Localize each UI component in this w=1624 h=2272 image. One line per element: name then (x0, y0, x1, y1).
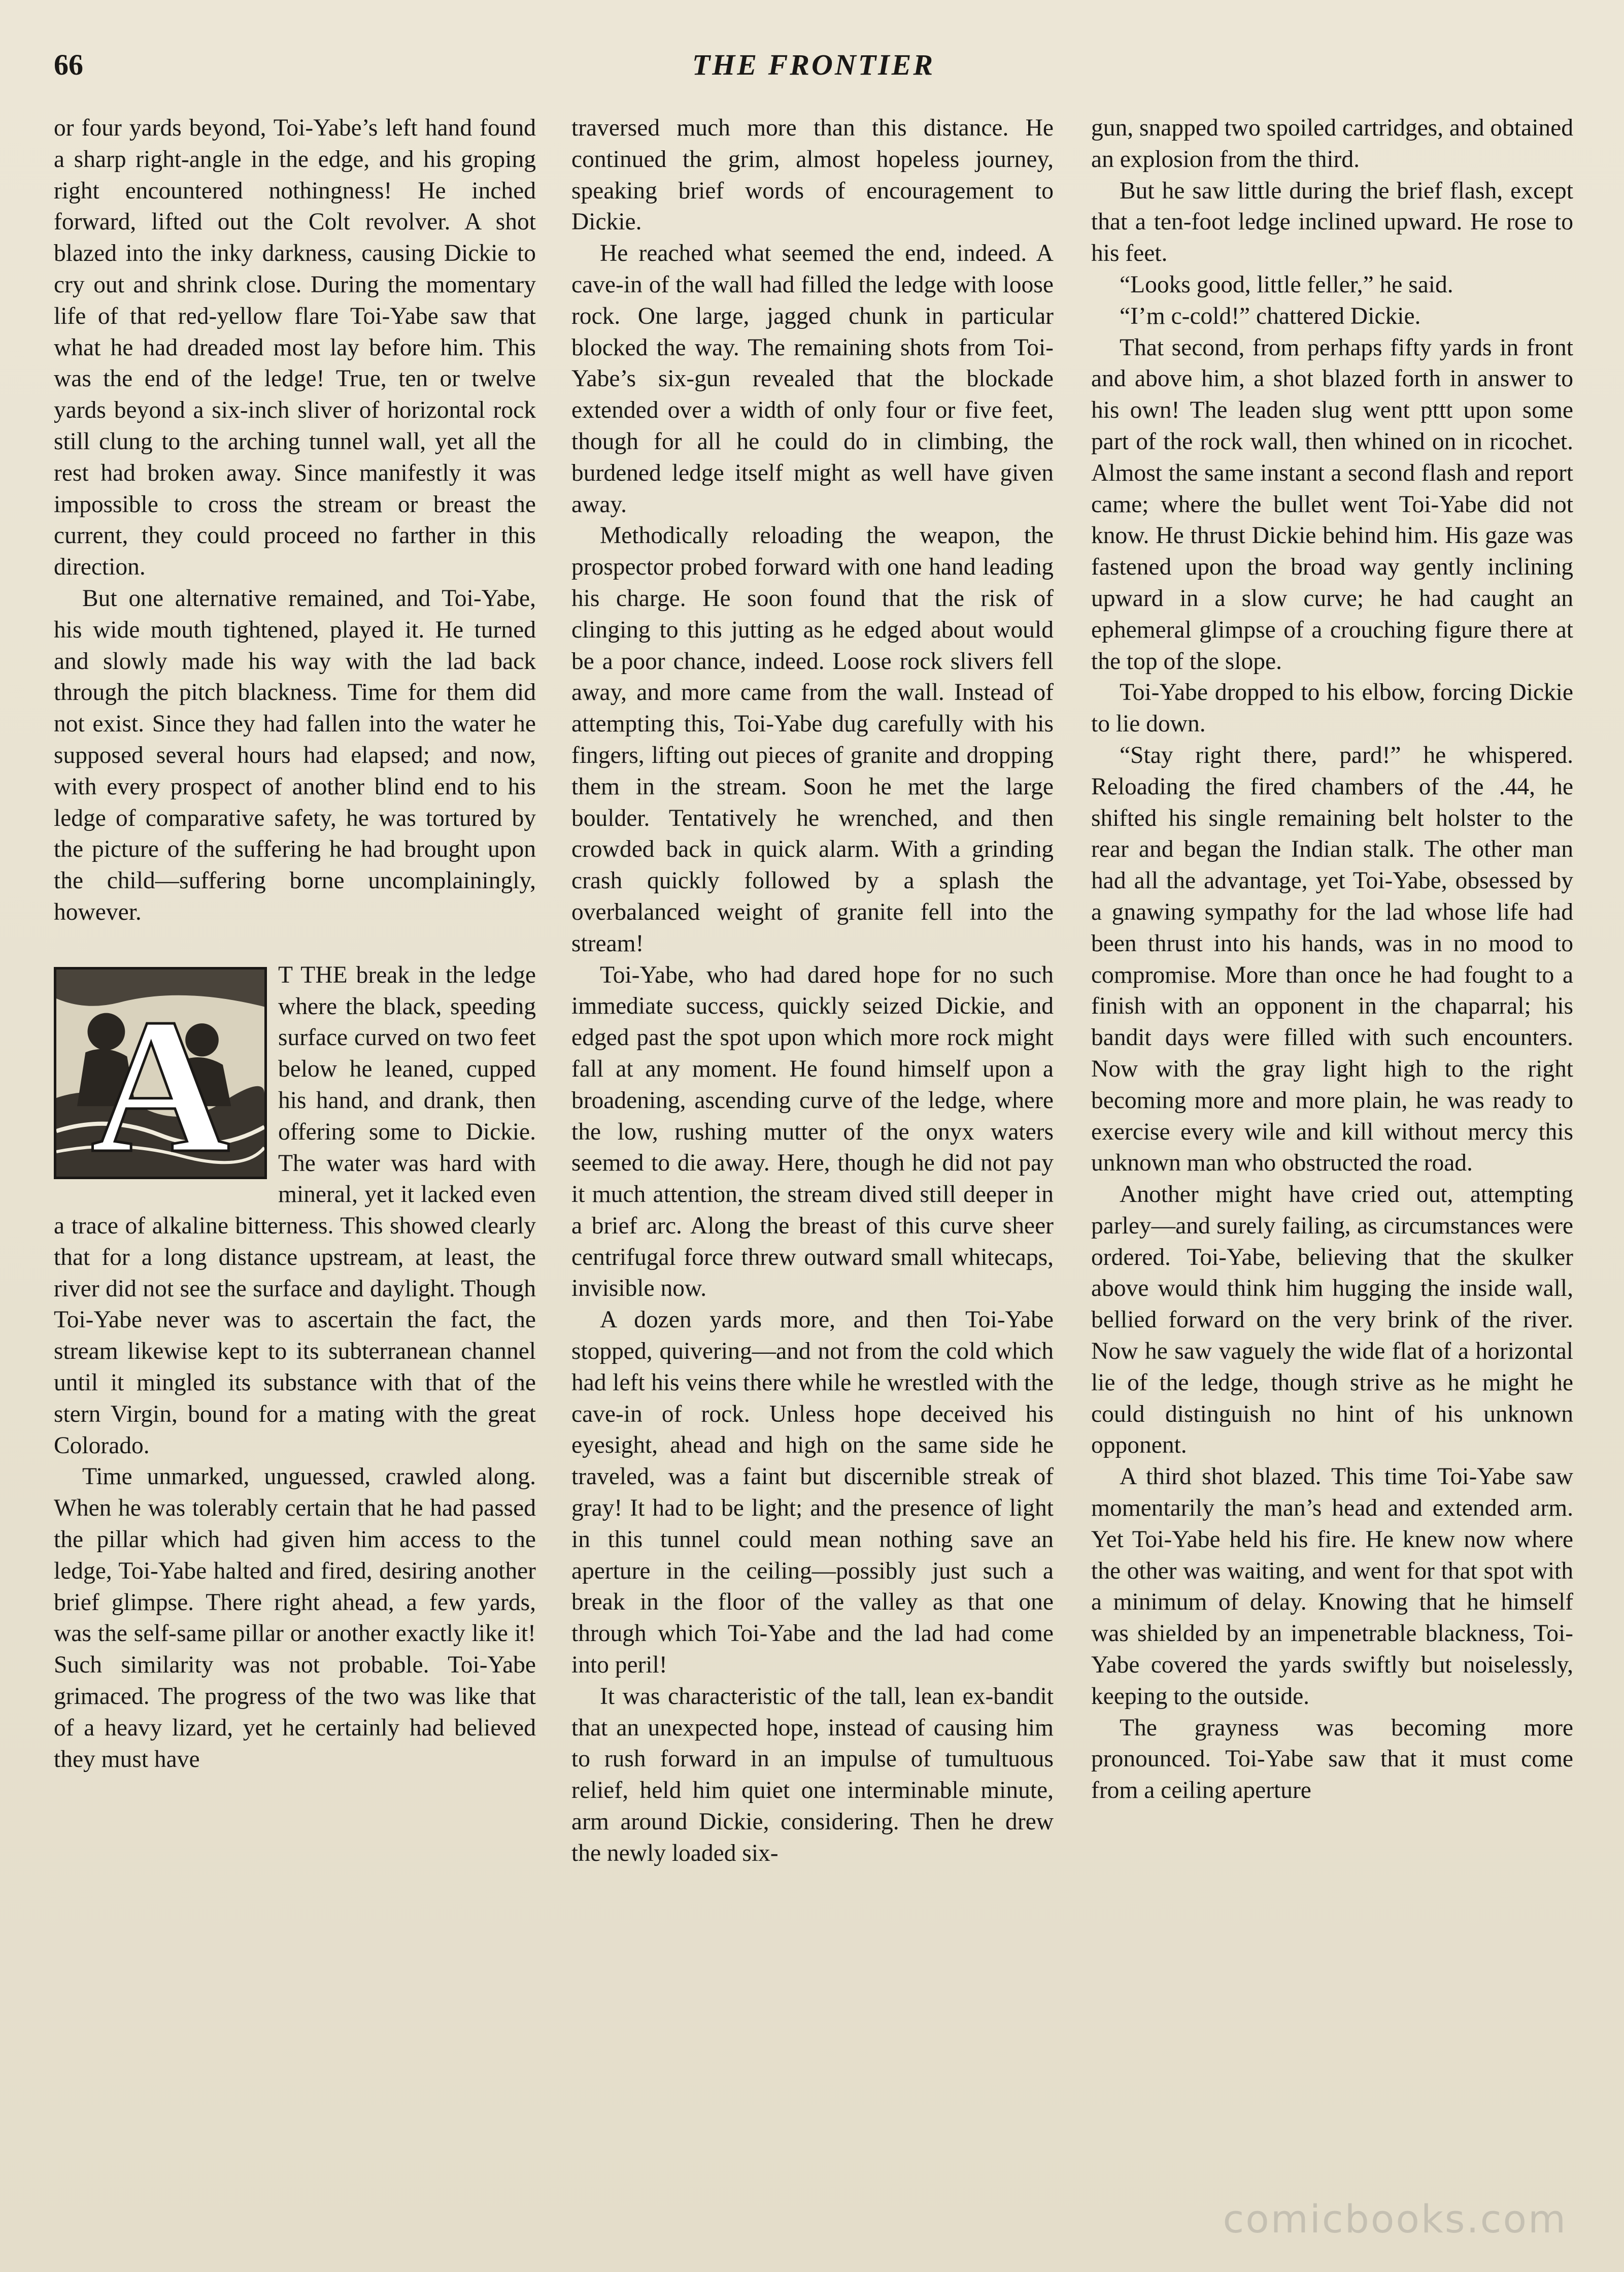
paragraph: “Looks good, little feller,” he said. (1120, 271, 1453, 298)
page-number: 66 (54, 48, 83, 81)
paragraph: But he saw little during the brief flash, except that a ten-foot ledge inclined upward. He rose to his feet. (1091, 177, 1573, 267)
column-3 (1091, 113, 1573, 2187)
watermark: comicbooks.com (1223, 2196, 1567, 2242)
text-columns (54, 113, 1573, 2187)
column-1 (54, 113, 536, 2187)
paragraph: It was characteristic of the tall, lean ex-bandit that an unexpected hope, instead of causing him to rush forward in an impulse of tumultuous relief, held him quiet one interminable minute, arm around Dickie, considering. Then he drew the newly loaded six- (571, 1683, 1054, 1866)
paragraph: Toi-Yabe, who had dared hope for no such immediate success, quickly seized Dickie, and edged past the spot upon which more rock might fall at any moment. He found himself upon a broadening, ascending curve of the ledge, where the low, rushing mutter of the onyx waters seemed to die away. Here, though he did not pay it much attention, the stream dived still deeper in a brief arc. Along the breast of this curve sheer centrifugal force threw outward small whitecaps, invisible now. (571, 961, 1054, 1302)
page-header (54, 48, 1573, 88)
paragraph: or four yards beyond, Toi-Yabe’s left hand found a sharp right-angle in the edge, and his groping right encountered nothingness! He inched forward, lifted out the Colt revolver. A shot blazed into the inky darkness, causing Dickie to cry out and shrink close. During the momentary life of that red-yellow flare Toi-Yabe saw that what he had dreaded most lay before him. This was the end of the ledge! True, ten or twelve yards beyond a six-inch sliver of horizontal rock still clung to the arching tunnel wall, yet all the rest had broken away. Since manifestly it was impossible to cross the stream or breast the current, they could proceed no farther in this direction. (54, 115, 536, 581)
paragraph: gun, snapped two spoiled cartridges, and obtained an explosion from the third. (1091, 115, 1573, 173)
dropcap-letter: A (90, 979, 230, 1179)
paragraph: Toi-Yabe dropped to his elbow, forcing Dickie to lie down. (1091, 679, 1573, 738)
paragraph: A dozen yards more, and then Toi-Yabe stopped, quivering—and not from the cold which had left his veins there while he wrestled with the cave-in of rock. Unless hope deceived his eyesight, ahead and high on the same side he traveled, was a faint but discernible streak of gray! It had to be light; and the presence of light in this tunnel could mean nothing save an aperture in the ceiling—possibly just such a break in the floor of the valley as that one through which Toi-Yabe and the lad had come into peril! (571, 1307, 1054, 1679)
dropcap-paragraph-text: T THE break in the ledge where the black, speeding surface curved on two feet below he leaned, cupped his hand, and drank, then offering some to Dickie. The water was hard with mineral, yet it lacked even a trace of alkaline bitterness. This showed clearly that for a long distance upstream, at least, the river did not see the surface and daylight. Though Toi-Yabe never was to ascertain the fact, the stream likewise kept to its subterranean channel until it mingled its substance with that of the stern Virgin, bound for a mating with the great Colorado. (54, 961, 536, 1459)
paragraph: Another might have cried out, attempting parley—and surely failing, as circumstances were ordered. Toi-Yabe, believing that the skulker above would think him hugging the inside wall, bellied forward on the very brink of the river. Now he saw vaguely the wide flat of a horizontal lie of the ledge, though strive as he might he could distinguish no hint of his unknown opponent. (1091, 1181, 1573, 1459)
column-2 (571, 113, 1054, 2187)
paragraph: A third shot blazed. This time Toi-Yabe saw momentarily the man’s head and extended arm. Yet Toi-Yabe held his fire. He knew now where the other was waiting, and went for that spot with a minimum of delay. Knowing that he himself was shielded by an impenetrable blackness, Toi-Yabe covered the yards swiftly but noiselessly, keeping to the outside. (1091, 1463, 1573, 1710)
paragraph: traversed much more than this distance. He continued the grim, almost hopeless journey, speaking brief words of encouragement to Dickie. (571, 115, 1054, 236)
paragraph: That second, from perhaps fifty yards in front and above him, a shot blazed forth in answer to his own! The leaden slug went pttt upon some part of the rock wall, then whined on in ricochet. Almost the same instant a second flash and report came; where the bullet went Toi-Yabe did not know. He thrust Dickie behind him. His gaze was fastened upon the broad way gently inclining upward in a slow curve; he had caught an ephemeral glimpse of a crouching figure there at the top of the slope. (1091, 334, 1573, 675)
paragraph: Methodically reloading the weapon, the prospector probed forward with one hand leading his charge. He soon found that the risk of clinging to this jutting as he edged about would be a poor chance, indeed. Loose rock slivers fell away, and more came from the wall. Instead of attempting this, Toi-Yabe dug carefully with his fingers, lifting out pieces of granite and dropping them in the stream. Soon he met the large boulder. Tentatively he wrenched, and then crowded back in quick alarm. With a grinding crash quickly followed by a splash the overbalanced weight of granite fell into the stream! (571, 522, 1054, 957)
paragraph: “Stay right there, pard!” he whispered. Reloading the fired chambers of the .44, he shifted his single remaining belt holster to the rear and began the Indian stalk. The other man had all the advantage, yet Toi-Yabe, obsessed by a gnawing sympathy for the lad whose life had been thrust into his hands, was in no mood to compromise. More than once he had fought to a finish with an opponent in the chaparral; his bandit days were filled with such encounters. Now with the gray light high to the right becoming more and more plain, he was ready to exercise every wile and kill without mercy this unknown man who obstructed the road. (1091, 742, 1573, 1177)
dropcap-illustration (54, 967, 267, 1179)
dropcap-paragraph (54, 960, 536, 1462)
paragraph: But one alternative remained, and Toi-Yabe, his wide mouth tightened, played it. He turned and slowly made his way with the lad back through the pitch blackness. Time for them did not exist. Since they had fallen into the water he supposed several hours had elapsed; and now, with every prospect of another blind end to his ledge of comparative safety, he was tortured by the picture of the suffering he had brought upon the child—suffering borne uncomplainingly, however. (54, 585, 536, 925)
paragraph: He reached what seemed the end, indeed. A cave-in of the wall had filled the ledge with loose rock. One large, jagged chunk in particular blocked the way. The remaining shots from Toi-Yabe’s six-gun revealed that the blockade extended over a width of only four or five feet, though for all he could do in climbing, the burdened ledge itself might as well have given away. (571, 240, 1054, 518)
paragraph: “I’m c-cold!” chattered Dickie. (1120, 303, 1421, 329)
running-head: THE FRONTIER (692, 48, 935, 81)
paragraph: Time unmarked, unguessed, crawled along. When he was tolerably certain that he had passed the pillar which had given him access to the ledge, Toi-Yabe halted and fired, desiring another brief glimpse. There right ahead, a few yards, was the self-same pillar or another exactly like it! Such similarity was not probable. Toi-Yabe grimaced. The progress of the two was like that of a heavy lizard, yet he certainly had believed they must have (54, 1463, 536, 1773)
paragraph: The grayness was becoming more pronounced. Toi-Yabe saw that it must come from a ceiling aperture (1091, 1714, 1573, 1804)
